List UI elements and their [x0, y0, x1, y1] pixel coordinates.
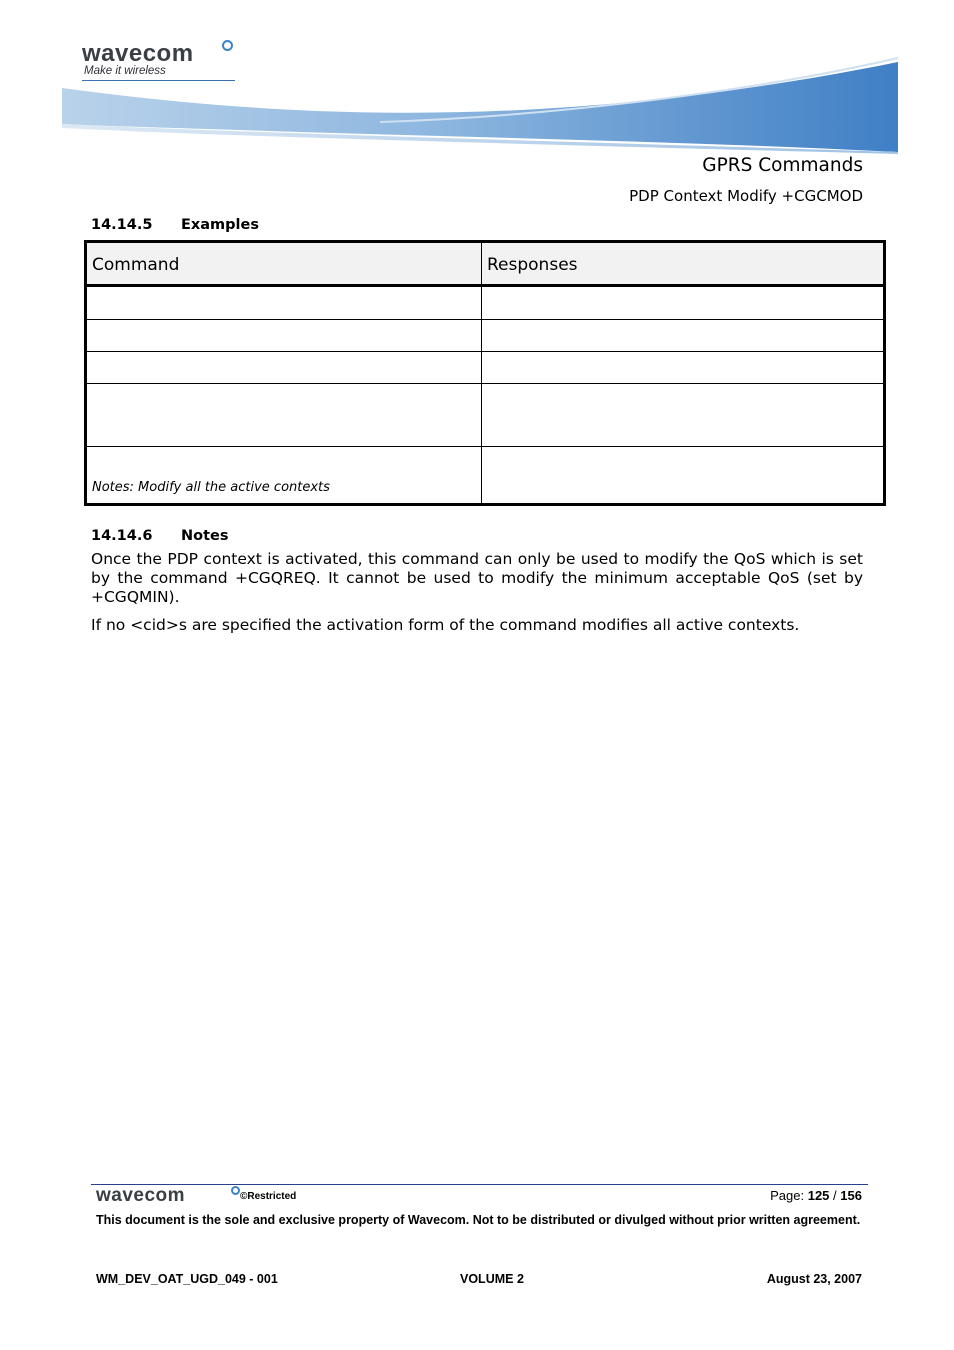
- footer-wavecom-logo: wavecom: [96, 1185, 186, 1206]
- column-header-command: Command: [92, 255, 180, 275]
- column-header-responses: Responses: [487, 255, 578, 275]
- page-number: [770, 1188, 862, 1203]
- examples-heading-title: Examples: [181, 217, 259, 233]
- table-row-divider: [87, 351, 883, 352]
- logo-tagline: Make it wireless: [84, 65, 166, 77]
- footer-logo-swirl-icon: [231, 1186, 240, 1195]
- examples-heading-number: 14.14.5: [91, 217, 153, 233]
- document-date: August 23, 2007: [766, 1272, 862, 1286]
- examples-heading: [91, 217, 259, 233]
- notes-heading-title: Notes: [181, 528, 229, 544]
- notes-heading: [91, 528, 229, 544]
- section-subtitle: PDP Context Modify +CGCMOD: [629, 187, 863, 205]
- section-title: GPRS Commands: [702, 155, 863, 176]
- footer-rule: [91, 1184, 868, 1185]
- page-total: 156: [840, 1188, 862, 1203]
- header-swoosh-graphic: [0, 50, 954, 160]
- table-note: Notes: Modify all the active contexts: [92, 480, 330, 495]
- table-row-divider: [87, 383, 883, 384]
- notes-heading-number: 14.14.6: [91, 528, 153, 544]
- page-separator: /: [833, 1188, 837, 1203]
- notes-paragraph: If no <cid>s are specified the activation form of the command modifies all active contexts.: [91, 616, 800, 634]
- examples-table: [84, 240, 886, 506]
- wavecom-logo: wavecom: [82, 40, 194, 67]
- table-row-divider: [87, 446, 883, 447]
- legal-notice: This document is the sole and exclusive property of Wavecom. Not to be distributed or divulged without prior written agreement.: [96, 1213, 861, 1227]
- restricted-label: ©Restricted: [240, 1191, 297, 1202]
- table-row-divider: [87, 319, 883, 320]
- page-label: Page:: [770, 1188, 805, 1203]
- notes-paragraph: Once the PDP context is activated, this command can only be used to modify the QoS which is set by the command +CGQREQ. It cannot be used to modify the minimum acceptable QoS (set by +CGQMIN).: [91, 550, 863, 606]
- document-reference: WM_DEV_OAT_UGD_049 - 001: [96, 1272, 278, 1286]
- volume-label: VOLUME 2: [460, 1272, 524, 1286]
- page-current: 125: [807, 1188, 830, 1203]
- table-column-divider: [481, 243, 482, 503]
- table-header-row: [87, 243, 883, 287]
